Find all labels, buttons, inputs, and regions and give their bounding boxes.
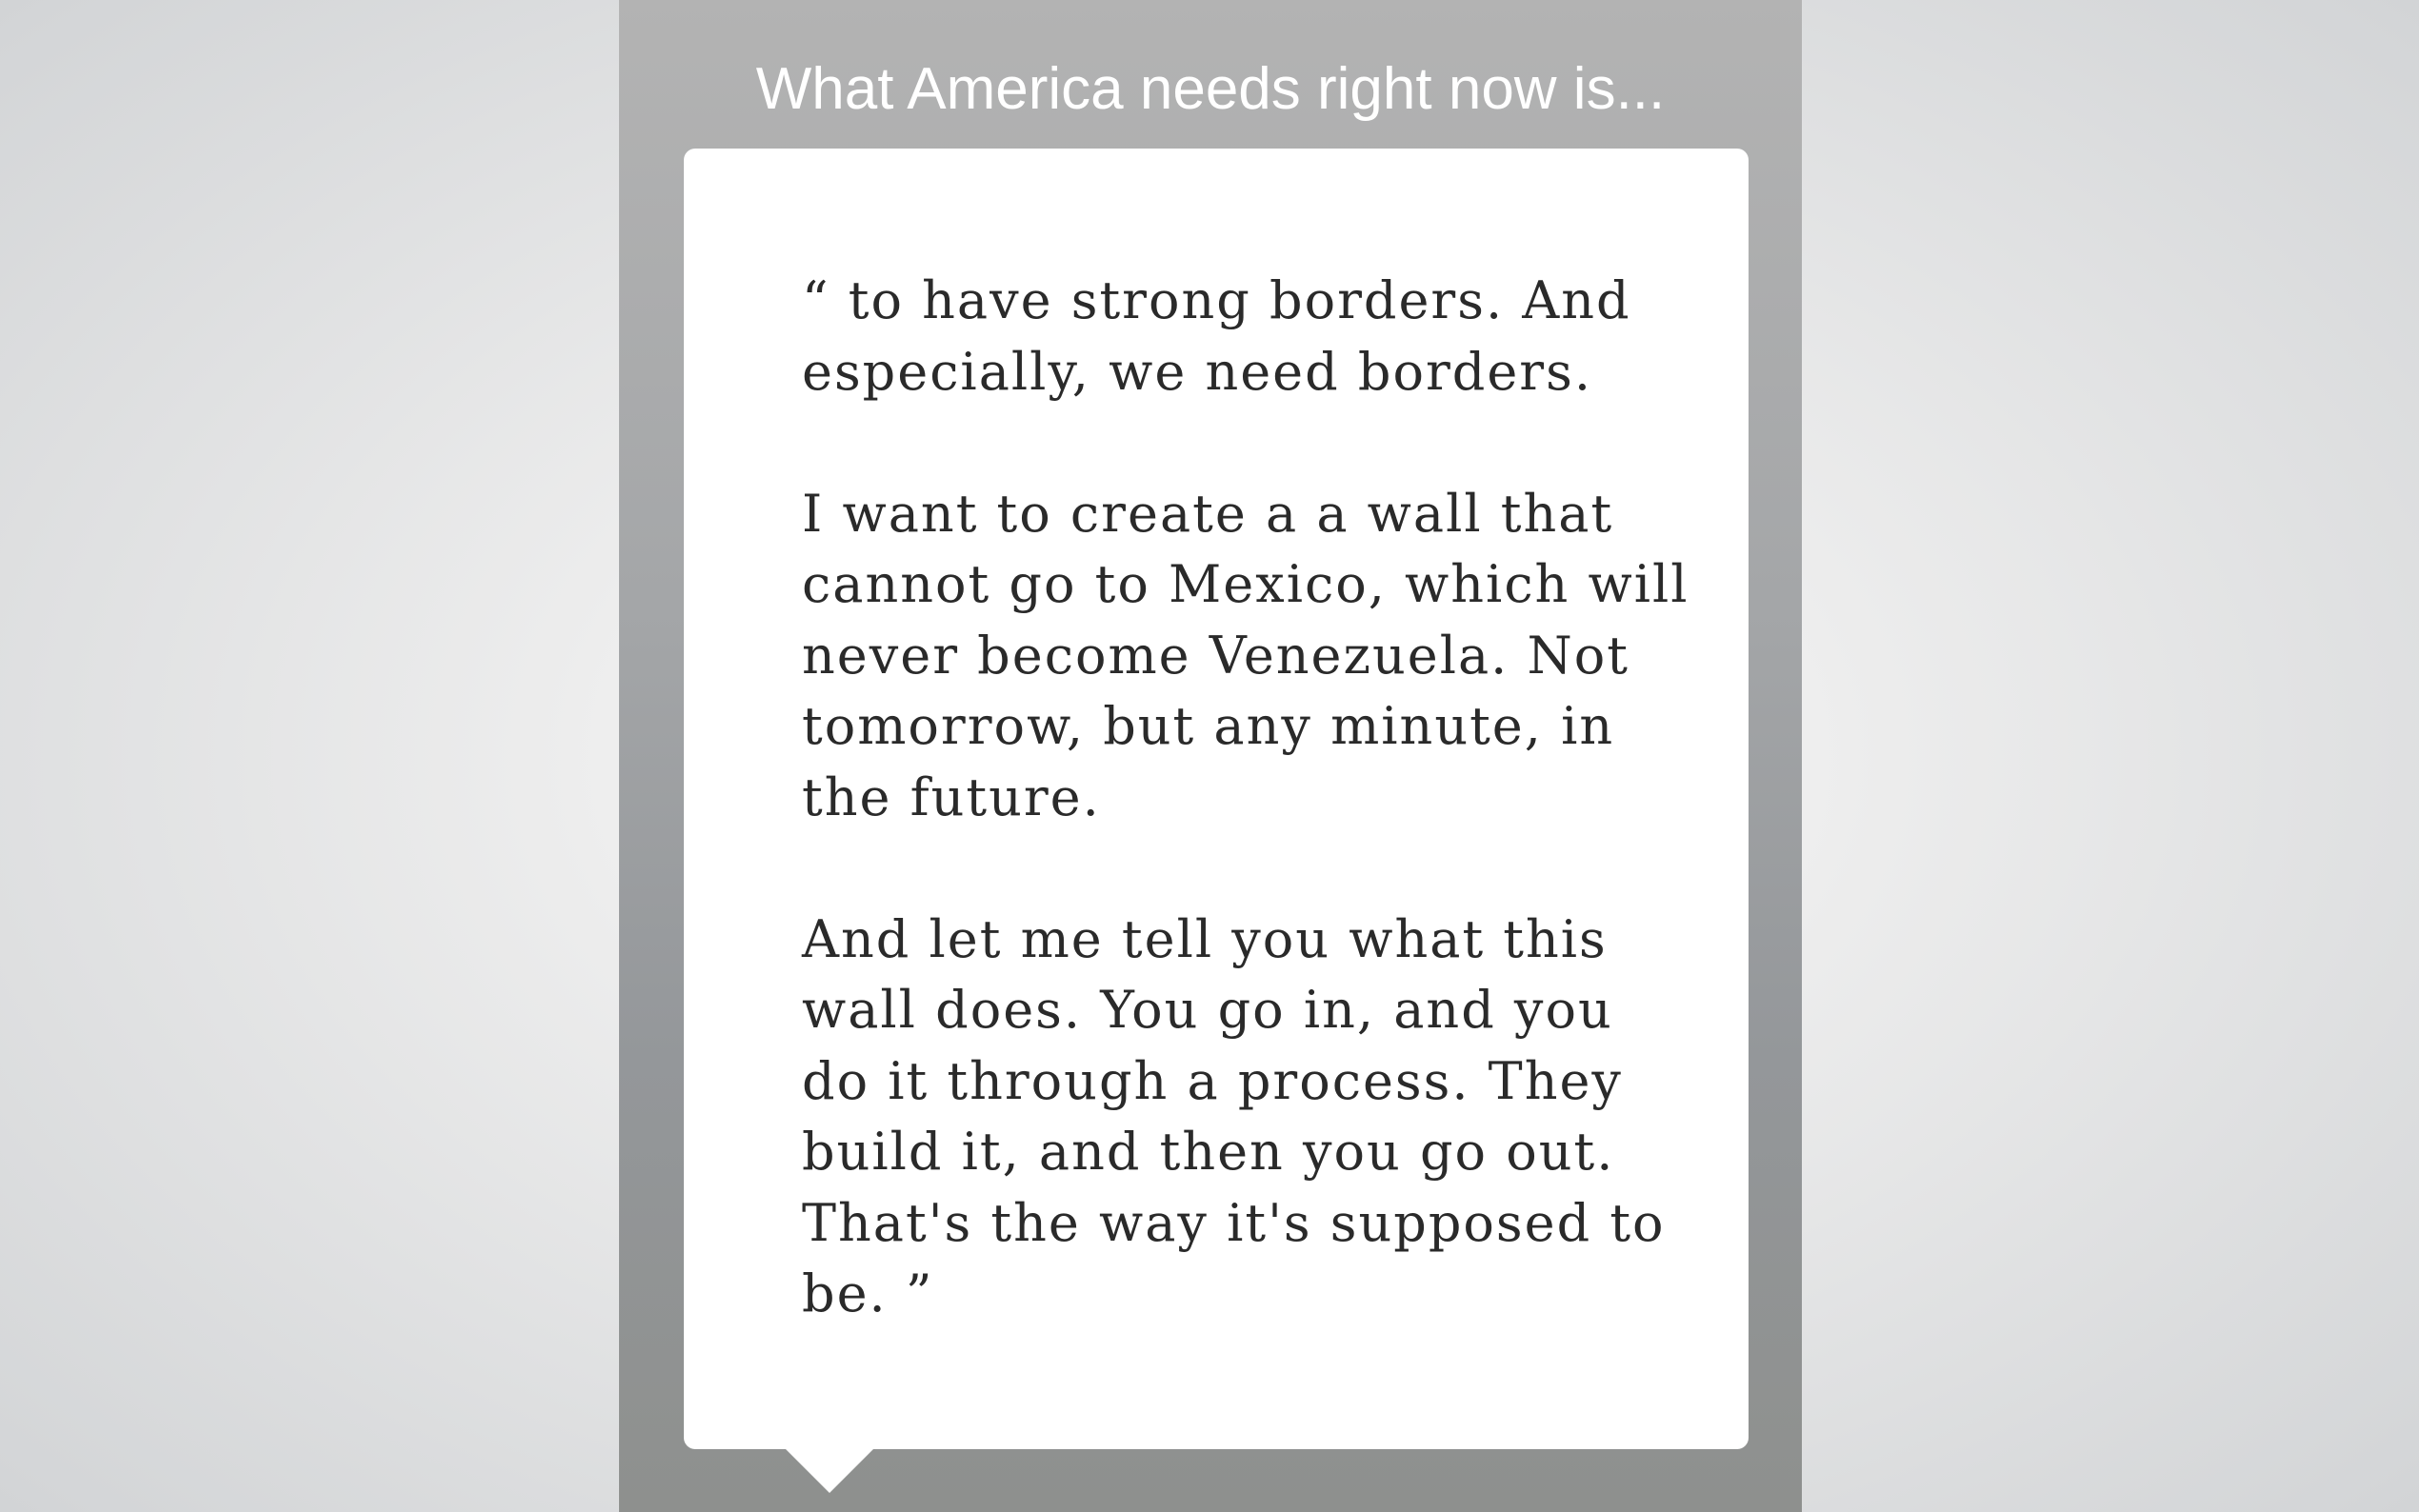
page-title: What America needs right now is... [755,56,1666,122]
quote-line: build it, and then you go out. [802,1122,1615,1182]
quote-line: do it through a process. They [802,1050,1623,1111]
quote-card [684,149,1749,1449]
speech-bubble-pointer [784,1447,875,1493]
quote-line: never become Venezuela. Not [802,625,1629,686]
quote-paragraph-2 [802,479,1697,834]
content-column [619,0,1802,1512]
quote-line: I want to create a a wall that [802,483,1614,544]
quote-text [802,266,1697,1330]
quote-line: And let me tell you what this [802,908,1608,969]
quote-line: be. ” [802,1263,934,1323]
quote-line: especially, we need borders. [802,341,1592,402]
quote-paragraph-1 [802,266,1697,408]
quote-line: cannot go to Mexico, which will [802,554,1689,614]
quote-line: That's the way it's supposed to [802,1192,1666,1253]
quote-line: wall does. You go in, and you [802,980,1613,1040]
quote-paragraph-3 [802,905,1697,1330]
quote-line: the future. [802,766,1101,827]
quote-line: tomorrow, but any minute, in [802,696,1615,756]
quote-line: “ to have strong borders. And [802,270,1631,330]
